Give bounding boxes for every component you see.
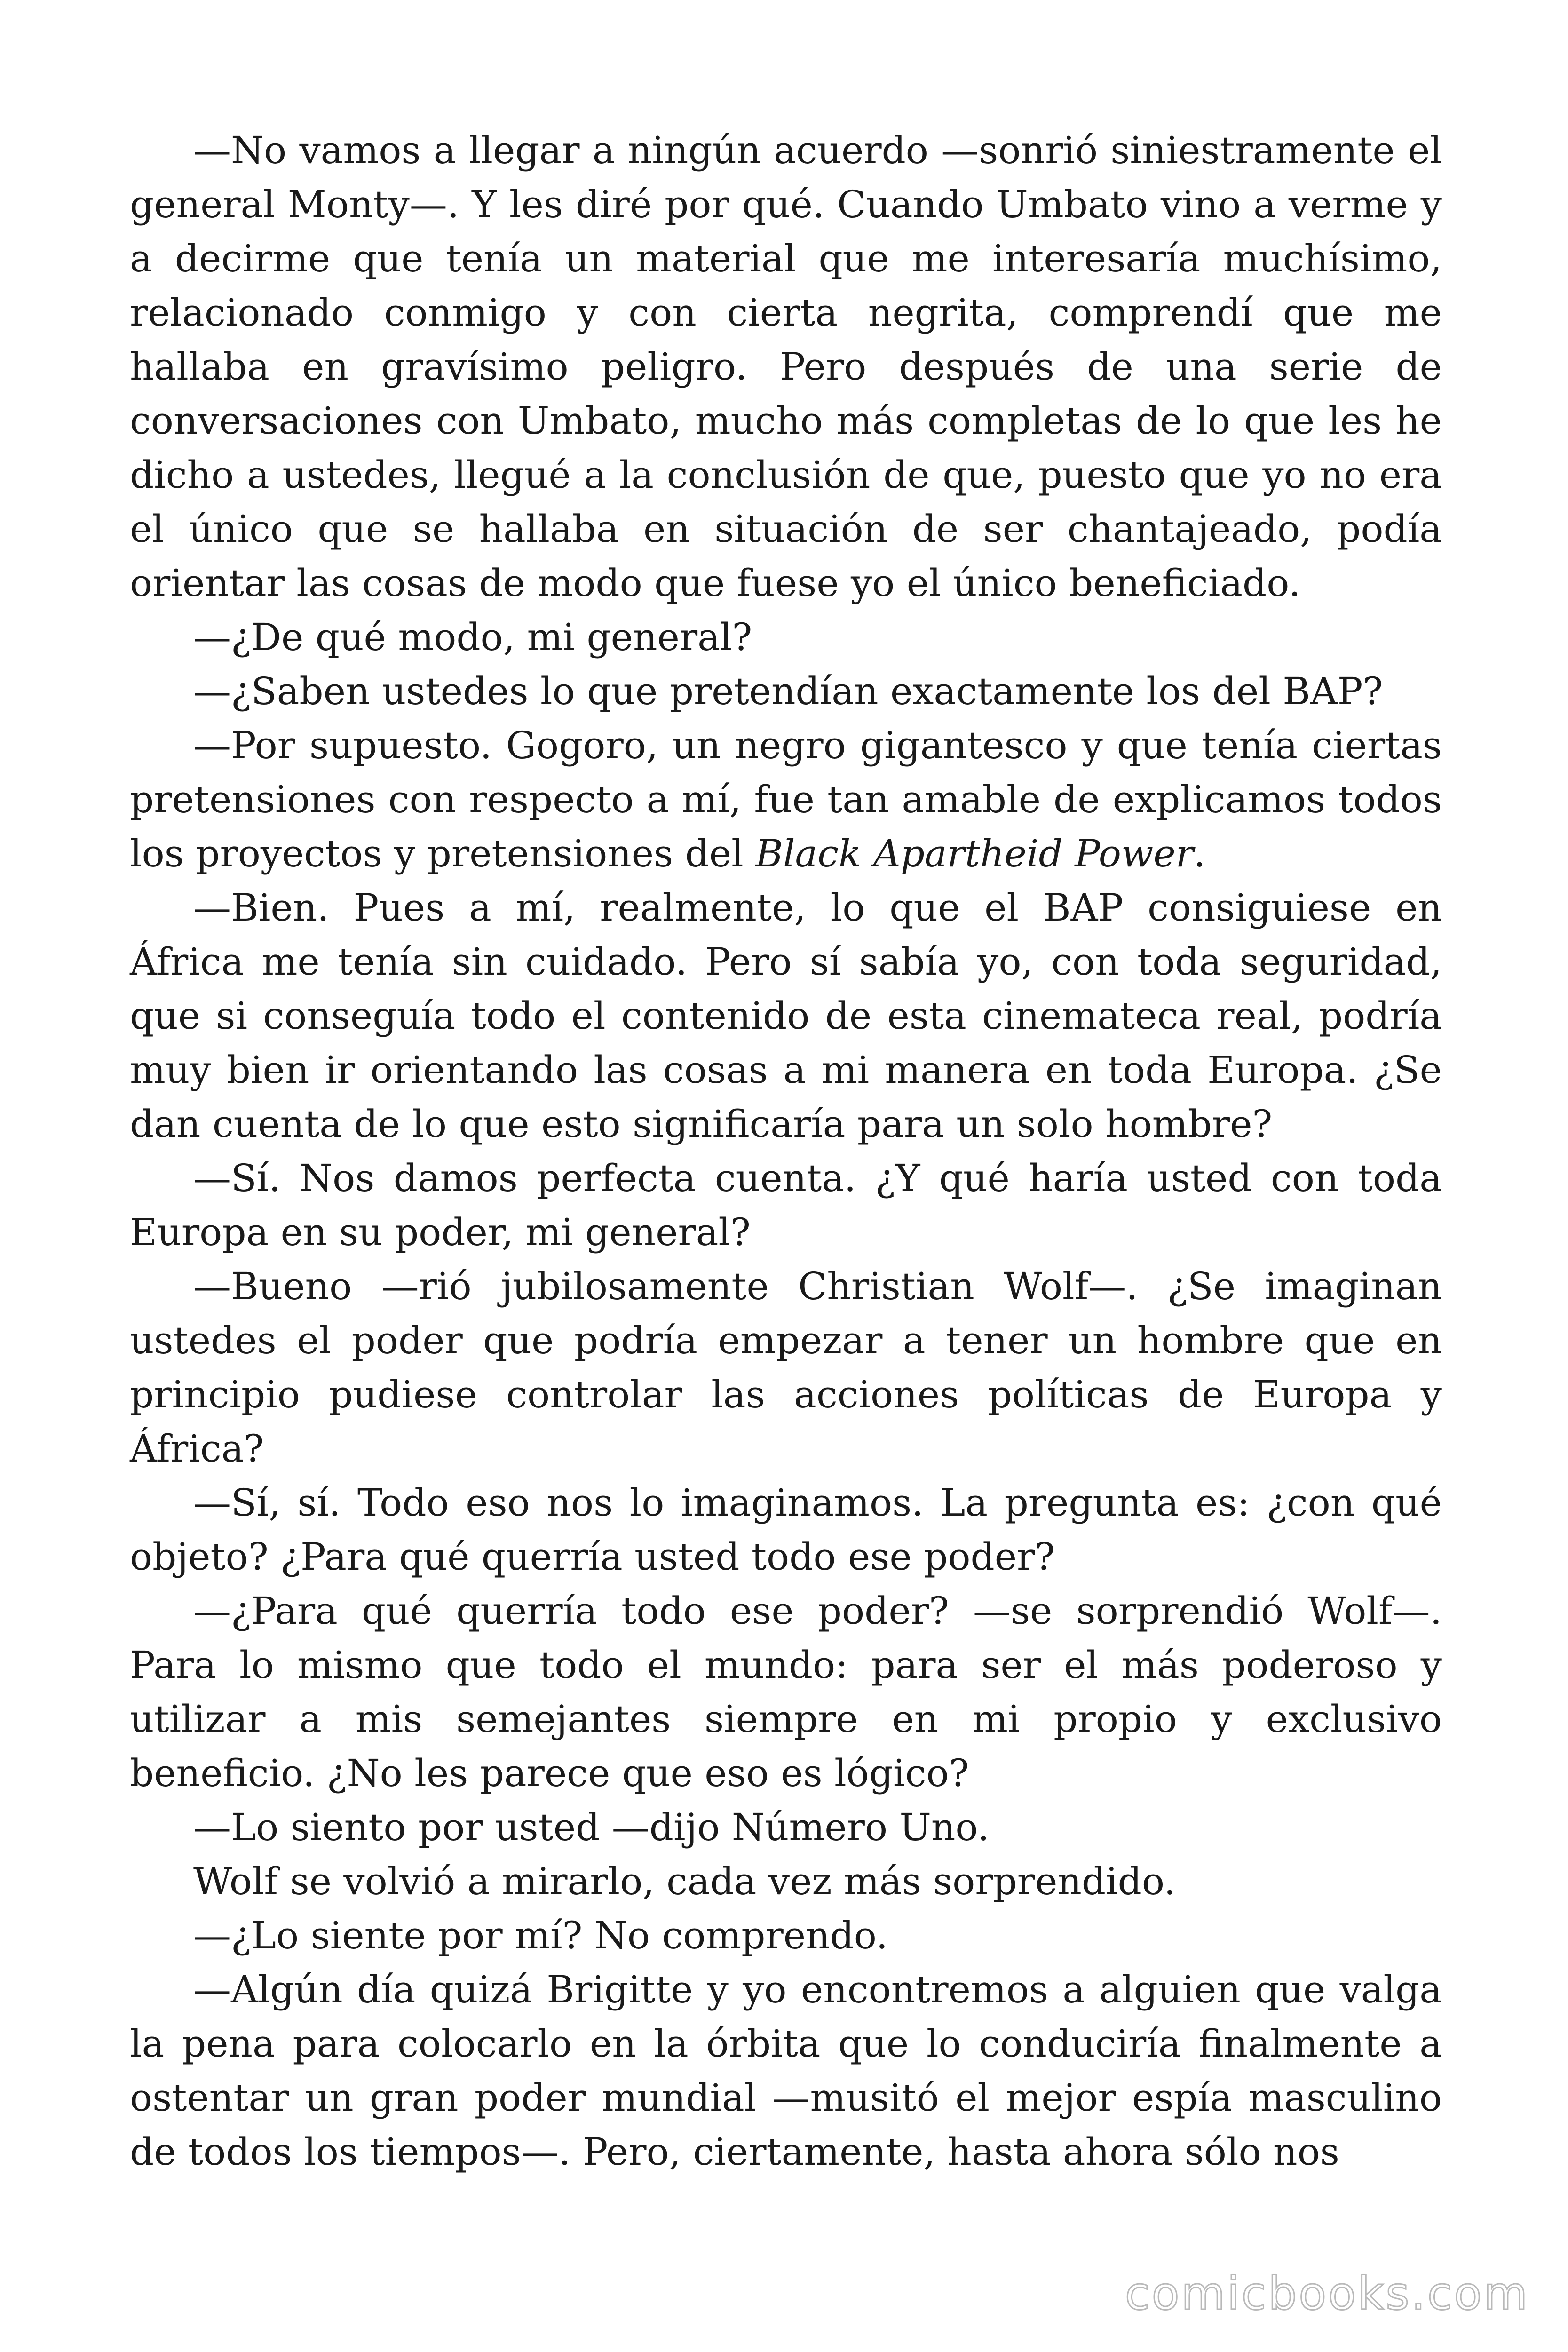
paragraph-9: —¿Para qué querría todo ese poder? —se sorprendió Wolf—. Para lo mismo que todo el mundo: para ser el más poderoso y utilizar a mis semejantes siempre en mi propio y exclusivo beneficio. ¿No les parece que eso es lógico? [130, 1589, 1442, 1795]
page-body [130, 123, 1442, 2179]
paragraph-12: —¿Lo siente por mí? No comprendo. [193, 1914, 888, 1957]
paragraph-4-italic-title: Black Apartheid Power [755, 832, 1194, 875]
paragraph-4-text-before: —Por supuesto. Gogoro, un negro gigantesco y que tenía ciertas pretensiones con respecto a mí, fue tan amable de explicamos todos los proyectos y pretensiones del [130, 723, 1442, 875]
paragraph-13: —Algún día quizá Brigitte y yo encontremos a alguien que valga la pena para colocarlo en la órbita que lo conduciría finalmente a ostentar un gran poder mundial —musitó el mejor espía masculino de todos los tiempos—. Pero, ciertamente, hasta ahora sólo nos [130, 1968, 1442, 2174]
paragraph-4 [130, 718, 1442, 881]
paragraph-1: —No vamos a llegar a ningún acuerdo —sonrió siniestramente el general Monty—. Y les diré por qué. Cuando Umbato vino a verme y a decirme que tenía un material que me interesaría muchísimo, relacionado conmigo y con cierta negrita, comprendí que me hallaba en gravísimo peligro. Pero después de una serie de conversaciones con Umbato, mucho más completas de lo que les he dicho a ustedes, llegué a la conclusión de que, puesto que yo no era el único que se hallaba en situación de ser chantajeado, podía orientar las cosas de modo que fuese yo el único beneficiado. [130, 128, 1442, 605]
paragraph-10: —Lo siento por usted —dijo Número Uno. [193, 1805, 990, 1849]
paragraph-2: —¿De qué modo, mi general? [193, 615, 752, 659]
paragraph-6: —Sí. Nos damos perfecta cuenta. ¿Y qué haría usted con toda Europa en su poder, mi general? [130, 1156, 1442, 1254]
paragraph-3: —¿Saben ustedes lo que pretendían exactamente los del BAP? [193, 669, 1383, 713]
paragraph-5: —Bien. Pues a mí, realmente, lo que el BAP consiguiese en África me tenía sin cuidado. Pero sí sabía yo, con toda seguridad, que si conseguía todo el contenido de esta cinemateca real, podría muy bien ir orientando las cosas a mi manera en toda Europa. ¿Se dan cuenta de lo que esto significaría para un solo hombre? [130, 886, 1442, 1146]
paragraph-4-text-after: . [1193, 832, 1206, 875]
paragraph-7: —Bueno —rió jubilosamente Christian Wolf—. ¿Se imaginan ustedes el poder que podría empezar a tener un hombre que en principio pudiese controlar las acciones políticas de Europa y África? [130, 1264, 1442, 1470]
paragraph-8: —Sí, sí. Todo eso nos lo imaginamos. La pregunta es: ¿con qué objeto? ¿Para qué querría usted todo ese poder? [130, 1481, 1442, 1579]
paragraph-11: Wolf se volvió a mirarlo, cada vez más sorprendido. [193, 1859, 1176, 1903]
watermark: comicbooks.com [1125, 2267, 1529, 2320]
